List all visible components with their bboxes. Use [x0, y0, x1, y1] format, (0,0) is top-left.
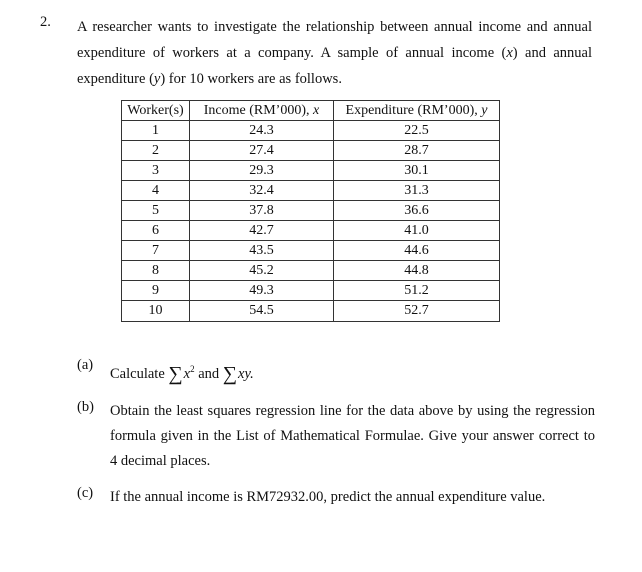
cell-expenditure: 22.5 [334, 121, 500, 141]
table-row [122, 281, 500, 301]
sigma-symbol: ∑ [222, 362, 238, 385]
intro-line-1: A researcher wants to investigate the relationship between annual income and annual [77, 19, 592, 35]
part-b-line-3: 4 decimal places. [110, 453, 211, 469]
table-row [122, 141, 500, 161]
part-a-term2: xy. [238, 365, 254, 382]
table-row [122, 201, 500, 221]
table-row [122, 301, 500, 322]
header-worker: Worker(s) [122, 101, 190, 121]
cell-income: 24.3 [190, 121, 334, 141]
cell-worker: 4 [122, 181, 190, 201]
cell-income: 27.4 [190, 141, 334, 161]
cell-expenditure: 30.1 [334, 161, 500, 181]
cell-expenditure: 28.7 [334, 141, 500, 161]
header-expenditure: Expenditure (RM’000), y [334, 101, 500, 121]
cell-income: 49.3 [190, 281, 334, 301]
part-b-label: (b) [77, 399, 94, 415]
table-row [122, 121, 500, 141]
header-income: Income (RM’000), x [190, 101, 334, 121]
intro-line-2: expenditure of workers at a company. A sample of annual income (x) and annual [77, 45, 592, 61]
cell-worker: 6 [122, 221, 190, 241]
intro-line-3: expenditure (y) for 10 workers are as follows. [77, 71, 342, 87]
part-a-power: 2 [190, 364, 195, 374]
income-expenditure-table [121, 100, 500, 322]
cell-worker: 8 [122, 261, 190, 281]
table-row [122, 241, 500, 261]
table-row [122, 261, 500, 281]
cell-worker: 9 [122, 281, 190, 301]
table-row [122, 161, 500, 181]
cell-worker: 10 [122, 301, 190, 322]
cell-expenditure: 31.3 [334, 181, 500, 201]
cell-income: 37.8 [190, 201, 334, 221]
part-a-label: (a) [77, 357, 94, 373]
part-b-line-2: formula given in the List of Mathematical Formulae. Give your answer correct to [110, 428, 595, 444]
cell-worker: 1 [122, 121, 190, 141]
table-row [122, 221, 500, 241]
cell-expenditure: 44.6 [334, 241, 500, 261]
cell-income: 43.5 [190, 241, 334, 261]
cell-income: 54.5 [190, 301, 334, 322]
cell-worker: 5 [122, 201, 190, 221]
cell-expenditure: 41.0 [334, 221, 500, 241]
cell-worker: 7 [122, 241, 190, 261]
cell-expenditure: 44.8 [334, 261, 500, 281]
sigma-symbol: ∑ [168, 362, 183, 385]
cell-income: 45.2 [190, 261, 334, 281]
cell-expenditure: 36.6 [334, 201, 500, 221]
table-header-row [122, 101, 500, 121]
part-a-prefix: Calculate [110, 365, 165, 382]
cell-expenditure: 51.2 [334, 281, 500, 301]
part-b-line-1: Obtain the least squares regression line for the data above by using the regression [110, 403, 595, 419]
part-c-label: (c) [77, 485, 94, 501]
part-b-text [110, 399, 595, 474]
part-a-text [110, 357, 595, 387]
cell-worker: 3 [122, 161, 190, 181]
part-a-term1: x [183, 365, 191, 382]
table-body [122, 121, 500, 322]
cell-income: 42.7 [190, 221, 334, 241]
question-number: 2. [40, 14, 51, 30]
cell-worker: 2 [122, 141, 190, 161]
cell-income: 32.4 [190, 181, 334, 201]
question-intro [77, 14, 592, 92]
table-row [122, 181, 500, 201]
part-c-text: If the annual income is RM72932.00, predict the annual expenditure value. [110, 489, 546, 505]
cell-expenditure: 52.7 [334, 301, 500, 322]
part-a-joiner: and [198, 365, 220, 382]
cell-income: 29.3 [190, 161, 334, 181]
